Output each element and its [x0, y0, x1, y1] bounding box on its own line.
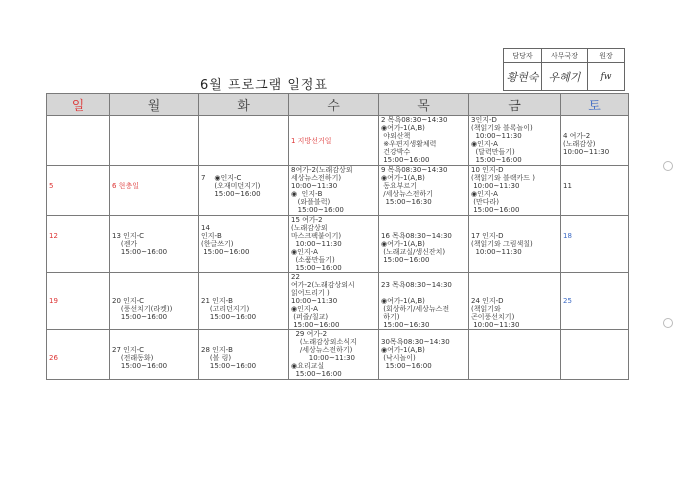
day-cell-thu: 9 목욕08:30~14:30 ◉여가-1(A,B) 동요부르기 /세상뉴스전하기 15:00~16:30: [379, 166, 469, 216]
day-cell-wed: 1 지방선거일: [289, 116, 379, 166]
day-cell-sat: 25: [561, 273, 629, 330]
week-row-3: [47, 216, 629, 273]
weekday-tue: 화: [199, 94, 289, 116]
signature-director: fw: [588, 63, 625, 91]
weekday-sun: 일: [47, 94, 110, 116]
weekday-fri: 금: [469, 94, 561, 116]
day-cell-wed: 22 여가-2(노래감상외시 읽어드리기 ) 10:00~11:30 ◉인지-A (퍼즐/칠교) 15:00~16:00: [289, 273, 379, 330]
day-cell-sun: 5: [47, 166, 110, 216]
day-cell-thu: 16 목욕08:30~14:30 ◉여가-1(A,B) (노래교실/생신잔치) 15:00~16:00: [379, 216, 469, 273]
day-cell-sun: [47, 116, 110, 166]
approval-header-manager: 담당자: [504, 49, 542, 63]
day-cell-fri: [469, 330, 561, 380]
page-title: 6월 프로그램 일정표: [200, 78, 328, 93]
day-cell-tue: 7 ◉인지-C (오재미던지기) 15:00~16:00: [199, 166, 289, 216]
approval-header-director: 원장: [588, 49, 625, 63]
day-cell-tue: [199, 116, 289, 166]
day-cell-mon: [110, 116, 199, 166]
day-cell-tue: 14 인지-B (한글쓰기) 15:00~16:00: [199, 216, 289, 273]
week-row-4: [47, 273, 629, 330]
weekday-sat: 토: [561, 94, 629, 116]
weekday-wed: 수: [289, 94, 379, 116]
week-row-2: [47, 166, 629, 216]
weekday-thu: 목: [379, 94, 469, 116]
day-cell-thu: 2 목욕08:30~14:30 ◉여가-1(A,B) 야외산책 ※우편지생활체력 건강박수 15:00~16:00: [379, 116, 469, 166]
approval-header-secretary: 사무국장: [542, 49, 588, 63]
day-cell-fri: 3인지-D (책읽기와 블록놀이) 10:00~11:30 ◉인지-A (달력만들기) 15:00~16:00: [469, 116, 561, 166]
day-cell-sat: 18: [561, 216, 629, 273]
signature-manager: 황현숙: [504, 63, 542, 91]
day-cell-fri: 10 인지-D (책읽기와 블랙카드 ) 10:00~11:30 ◉인지-A (만다라) 15:00~16:00: [469, 166, 561, 216]
day-cell-wed: 8여가-2(노래감상외 세상뉴스전하기) 10:00~11:30 ◉ 인지-B (와플블럭) 15:00~16:00: [289, 166, 379, 216]
day-cell-wed: 15 여가-2 (노래감상외 마스크팩붙이기) 10:00~11:30 ◉인지-A (소품만들기) 15:00~16:00: [289, 216, 379, 273]
day-cell-thu: 30목욕08:30~14:30 ◉여가-1(A,B) (낙시놀이) 15:00~16:00: [379, 330, 469, 380]
week-row-1: [47, 116, 629, 166]
day-cell-sat: 11: [561, 166, 629, 216]
day-cell-tue: 21 인지-B (고리던지기) 15:00~16:00: [199, 273, 289, 330]
day-cell-tue: 28 인지-B (볼 링) 15:00~16:00: [199, 330, 289, 380]
approval-box: [503, 48, 625, 91]
day-cell-sun: 26: [47, 330, 110, 380]
day-cell-sat: [561, 330, 629, 380]
day-cell-sun: 19: [47, 273, 110, 330]
day-cell-sat: 4 여가-2 (노래감상) 10:00~11:30: [561, 116, 629, 166]
day-cell-mon: 27 인지-C (전래동화) 15:00~16:00: [110, 330, 199, 380]
day-cell-thu: 23 목욕08:30~14:30 ◉여가-1(A,B) (회상하기/세상뉴스전 하기) 15:00~16:30: [379, 273, 469, 330]
binder-hole: [663, 161, 673, 171]
day-cell-mon: 6 현충일: [110, 166, 199, 216]
week-row-5: [47, 330, 629, 380]
day-cell-fri: 17 인지-D (책읽기와 그림색칠) 10:00~11:30: [469, 216, 561, 273]
day-cell-fri: 24 인지-D (책읽기와 곤이풍선치기) 10:00~11:30: [469, 273, 561, 330]
signature-secretary: 우혜기: [542, 63, 588, 91]
binder-hole: [663, 318, 673, 328]
day-cell-sun: 12: [47, 216, 110, 273]
day-cell-wed: 29 여가-2 (노래감상외소식지 /세상뉴스전하기) 10:00~11:30 ◉요리교실 15:00~16:00: [289, 330, 379, 380]
weekday-header-row: [47, 94, 629, 116]
schedule-table: [46, 93, 629, 380]
weekday-mon: 월: [110, 94, 199, 116]
day-cell-mon: 20 인지-C (풍선치기(라켓)) 15:00~16:00: [110, 273, 199, 330]
day-cell-mon: 13 인지-C (젠가 15:00~16:00: [110, 216, 199, 273]
